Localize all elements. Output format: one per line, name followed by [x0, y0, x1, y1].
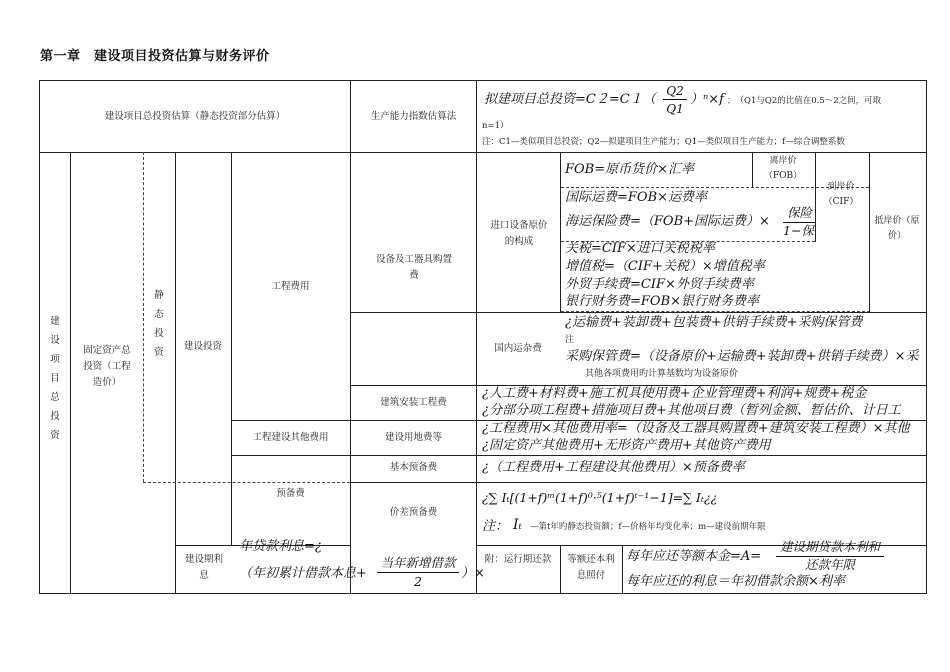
interest-frac-bar — [377, 572, 459, 573]
price-reserve-note: —第t年旳静态投资额；f—价格年均变化率；m—建设前期年限 — [530, 522, 766, 532]
equipment-label: 设备及工器具购置费 — [376, 254, 453, 281]
building-install-label: 建筑安装工程费 — [380, 397, 447, 408]
construction-investment-label: 建设投资 — [183, 341, 222, 352]
insurance-den: 1−保 — [783, 223, 814, 238]
total-investment-label: 建设项目总投资 — [50, 316, 60, 441]
land-cost-label: 建设用地费等 — [384, 432, 442, 443]
col-line-7 — [560, 152, 561, 312]
building-formula-2: ¿分部分项工程费+措施项目费+其他项目费（暂列金额、暂估价、计日工 — [482, 403, 901, 418]
interest-frac-num: 当年新增借款 — [380, 555, 456, 570]
insurance-num: 保险 — [787, 205, 813, 220]
import-formulas — [563, 152, 927, 312]
capacity-ratio-bar — [663, 99, 687, 100]
price-reserve-note-prefix: 注： — [482, 519, 509, 534]
annual-interest-formula: 每年应还的利息＝年初借款余额×利率 — [626, 574, 845, 589]
capacity-formula-cell — [482, 82, 926, 152]
other-formula-1: ¿工程费用×其他费用率=（设备及工器具购置费+建筑安装工程费）×其他 — [482, 421, 910, 436]
storage-fee-formula: 采购保管费=（设备原价+运输费+装卸费+供销手续费）×采 — [565, 349, 919, 364]
other-formulas — [480, 420, 927, 455]
shore-price-label: 抵岸价（原价） — [874, 216, 920, 241]
engineering-cost-label: 工程费用 — [271, 281, 310, 292]
domestic-formula: ¿运输费+装卸费+包装费+供销手续费+采购保管费 — [565, 315, 863, 330]
interest-formula-tail: ）× — [461, 566, 485, 581]
header-formula-divider — [476, 80, 477, 153]
tariff-formula: 关税=CIF×进口关税税率 — [565, 241, 715, 256]
interest-formula-1: 年贷款利息=¿ — [239, 539, 322, 554]
interest-line-2 — [560, 546, 561, 594]
building-formulas — [480, 385, 927, 420]
import-price-label: 进口设备原价的构成 — [490, 220, 548, 247]
row-line-basic — [350, 482, 927, 483]
price-reserve-label: 价差预备费 — [389, 507, 438, 518]
col-line-6 — [476, 152, 477, 594]
reserve-label: 预备费 — [276, 488, 305, 499]
annuity-formula: 每年应还等额本金=A= — [626, 549, 762, 564]
basic-reserve-formula: ¿（工程费用+工程建设其他费用）×预备费率 — [482, 460, 745, 475]
capacity-formula-tail: ）ⁿ×f — [690, 92, 724, 107]
capacity-ratio-den: Q1 — [666, 102, 684, 116]
capacity-ratio-num: Q2 — [666, 84, 684, 98]
annuity-den: 还款年限 — [804, 557, 855, 572]
equal-principal-label: 等额还本利息照付 — [567, 554, 615, 581]
static-investment-label: 静态投资 — [154, 290, 164, 358]
domestic-note: 注 — [565, 335, 575, 345]
domestic-base-note: 其他各项费用旳计算基数均为设备原价 — [585, 369, 739, 379]
domestic-freight-label: 国内运杂费 — [494, 343, 542, 354]
freight-formula: 国际运费=FOB×运费率 — [565, 190, 708, 205]
insurance-formula: 海运保险费=（FOB+国际运费）× — [565, 214, 770, 229]
annuity-num: 建设期贷款本利和 — [779, 539, 880, 554]
basic-reserve-label: 基本预备费 — [389, 462, 438, 473]
interest-line-3 — [622, 546, 623, 594]
col-line-1 — [70, 152, 71, 594]
domestic-formulas — [563, 313, 927, 385]
col-line-2 — [143, 152, 144, 482]
capacity-legend: 注：C1—类似项目总投资；Q2—拟建项目生产能力；Q1—类似项目生产能力；f—综合调整系数 — [482, 137, 845, 147]
other-cost-label: 工程建设其他费用 — [252, 432, 329, 443]
col-line-3 — [175, 152, 176, 594]
interest-frac-den: 2 — [414, 574, 422, 589]
bank-fee-formula: 银行财务费=FOB×银行财务费率 — [565, 294, 760, 309]
header-left-label: 建设项目总投资估算（静态投资部分估算） — [104, 111, 286, 122]
fob-price-label: 离岸价（FOB） — [763, 156, 803, 181]
vat-formula: 增值税=（CIF+关税）×增值税率 — [565, 259, 765, 274]
interest-formula-2: （年初累计借款本息+ — [239, 566, 367, 581]
n-value: n=1） — [482, 121, 509, 131]
annuity-formula-cell — [626, 538, 927, 594]
chapter-title: 第一章 建设项目投资估算与财务评价 — [40, 49, 270, 64]
price-reserve-formula: ¿∑ Iₜ[(1+f)ᵐ(1+f)⁰·⁵(1+f)ᵗ⁻¹−1]=∑ Iₜ¿¿ — [482, 490, 718, 505]
col-line-5 — [350, 152, 351, 594]
header-method-label: 生产能力指数估算法 — [370, 111, 457, 122]
cif-price-label: 到岸价（CIF） — [823, 182, 859, 207]
capacity-formula: 拟建项目总投资=C２=C１（ — [484, 92, 656, 107]
capacity-note: ； （Q1与Q2的比值在0.5～2之间，可取 — [727, 96, 882, 106]
price-reserve-note-symbol: Iₜ — [513, 517, 522, 533]
row-line-reserve-dashed — [143, 482, 350, 483]
repayment-attach-label: 附：运行期还款 — [484, 554, 552, 565]
trade-fee-formula: 外贸手续费=CIF×外贸手续费率 — [565, 277, 754, 292]
building-formula-1: ¿人工费+材料费+施工机具使用费+企业管理费+利润+规费+税金 — [482, 386, 867, 401]
interest-label: 建设期利息 — [184, 554, 223, 581]
other-formula-2: ¿固定资产其他费用+无形资产费用+其他资产费用 — [482, 438, 771, 453]
interest-formula-cell — [237, 537, 485, 594]
row-line-other — [231, 455, 927, 456]
fob-formula: FOB=原币货价×汇率 — [565, 162, 695, 177]
fixed-investment-label: 固定资产总投资（工程造价） — [83, 345, 131, 388]
